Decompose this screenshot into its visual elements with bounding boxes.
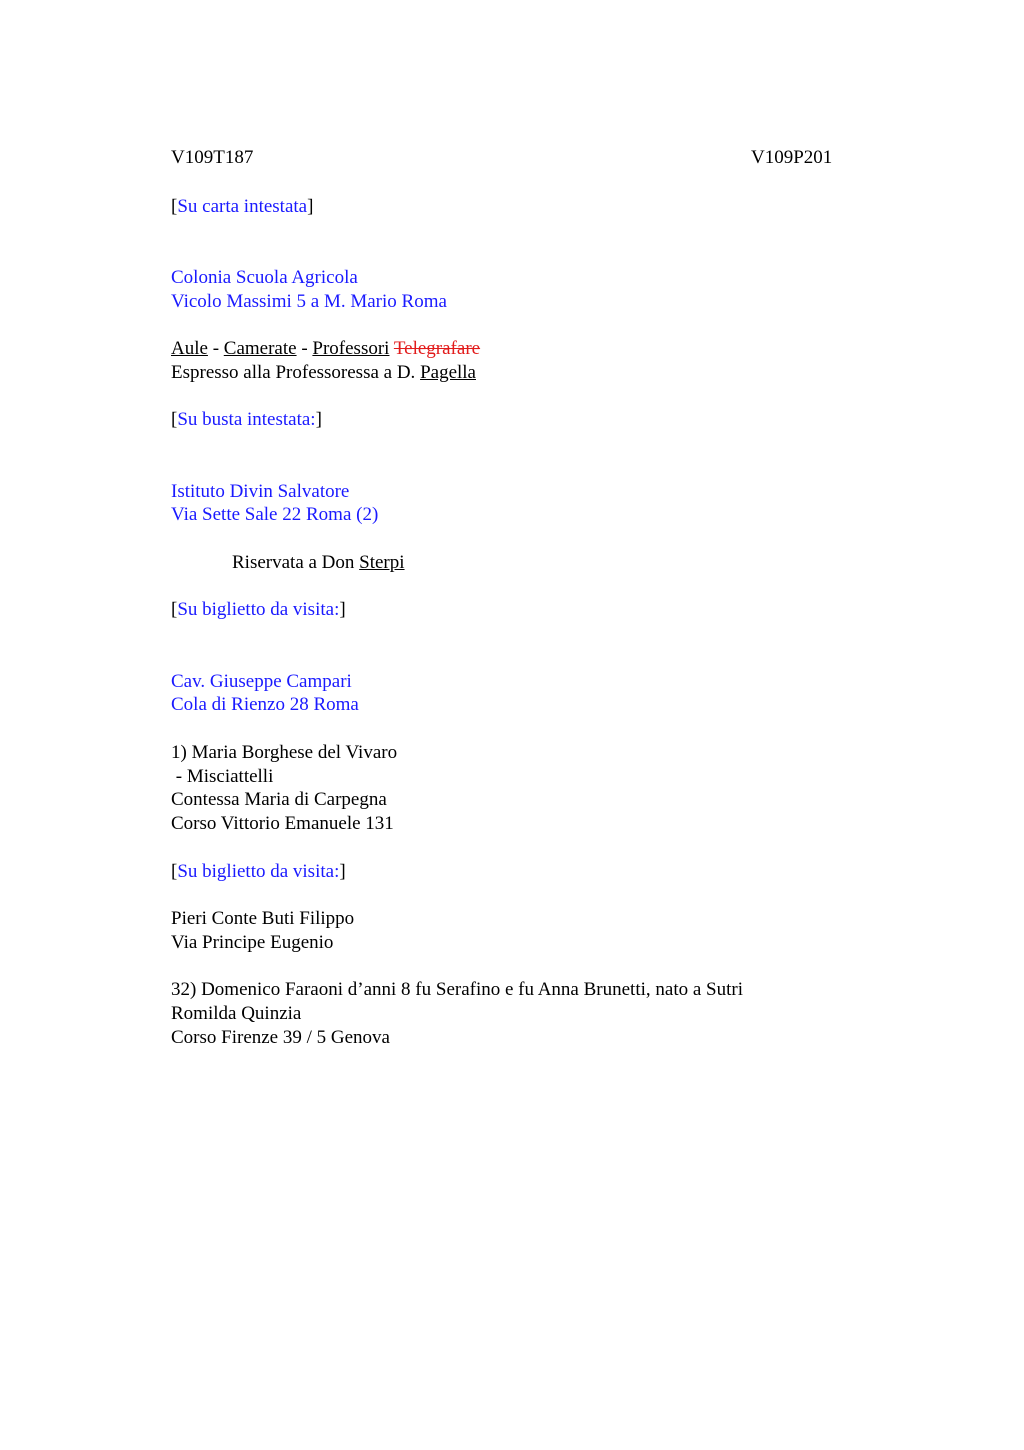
text-line: - Misciattelli	[171, 766, 274, 787]
bracket-close: ]	[339, 861, 346, 882]
doc-code-left: V109T187	[171, 147, 254, 168]
section-label-carta	[171, 195, 313, 219]
text-line: 32) Domenico Faraoni d’anni 8 fu Serafino e fu Anna Brunetti, nato a Sutri	[171, 979, 743, 1000]
letterhead-line-1: Colonia Scuola Agricola	[171, 267, 358, 288]
label-text: Su biglietto da visita:	[177, 599, 340, 620]
bracket-open: [	[171, 599, 178, 620]
bracket-open: [	[171, 196, 178, 217]
reserved-name: Sterpi	[359, 552, 405, 573]
text-line: 1) Maria Borghese del Vivaro	[171, 742, 398, 763]
card-line-1: Cav. Giuseppe Campari	[171, 671, 352, 692]
espresso-prefix: Espresso alla Professoressa a D.	[171, 362, 421, 383]
bracket-close: ]	[307, 196, 314, 217]
section-label-busta	[171, 408, 322, 432]
text-line: Pieri Conte Buti Filippo	[171, 908, 355, 929]
label-text: Su carta intestata	[177, 196, 308, 217]
text-line: Corso Firenze 39 / 5 Genova	[171, 1027, 390, 1048]
bracket-close: ]	[339, 599, 346, 620]
deleted-word: Telegrafare	[393, 338, 481, 359]
separator: -	[296, 338, 313, 359]
bracket-close: ]	[315, 409, 322, 430]
envelope-line-1: Istituto Divin Salvatore	[171, 481, 350, 502]
word-professori: Professori	[312, 338, 390, 359]
bracket-open: [	[171, 409, 178, 430]
text-line: Corso Vittorio Emanuele 131	[171, 813, 394, 834]
word-aule: Aule	[171, 338, 208, 359]
text-line: Contessa Maria di Carpegna	[171, 789, 387, 810]
separator: -	[207, 338, 224, 359]
label-text: Su busta intestata:	[177, 409, 316, 430]
envelope-line-2: Via Sette Sale 22 Roma (2)	[171, 504, 379, 525]
card-line-2: Cola di Rienzo 28 Roma	[171, 694, 359, 715]
rooms-line	[171, 337, 480, 361]
section-label-biglietto-2	[171, 860, 346, 884]
bracket-open: [	[171, 861, 178, 882]
section-label-biglietto	[171, 598, 346, 622]
doc-code-right: V109P201	[751, 147, 833, 168]
reserved-line	[232, 551, 405, 575]
reserved-prefix: Riservata a Don	[232, 552, 360, 573]
label-text: Su biglietto da visita:	[177, 861, 340, 882]
letterhead-line-2: Vicolo Massimi 5 a M. Mario Roma	[171, 291, 447, 312]
espresso-name: Pagella	[420, 362, 476, 383]
text-line: Via Principe Eugenio	[171, 932, 334, 953]
espresso-line	[171, 361, 476, 385]
text-line: Romilda Quinzia	[171, 1003, 302, 1024]
word-camerate: Camerate	[223, 338, 297, 359]
